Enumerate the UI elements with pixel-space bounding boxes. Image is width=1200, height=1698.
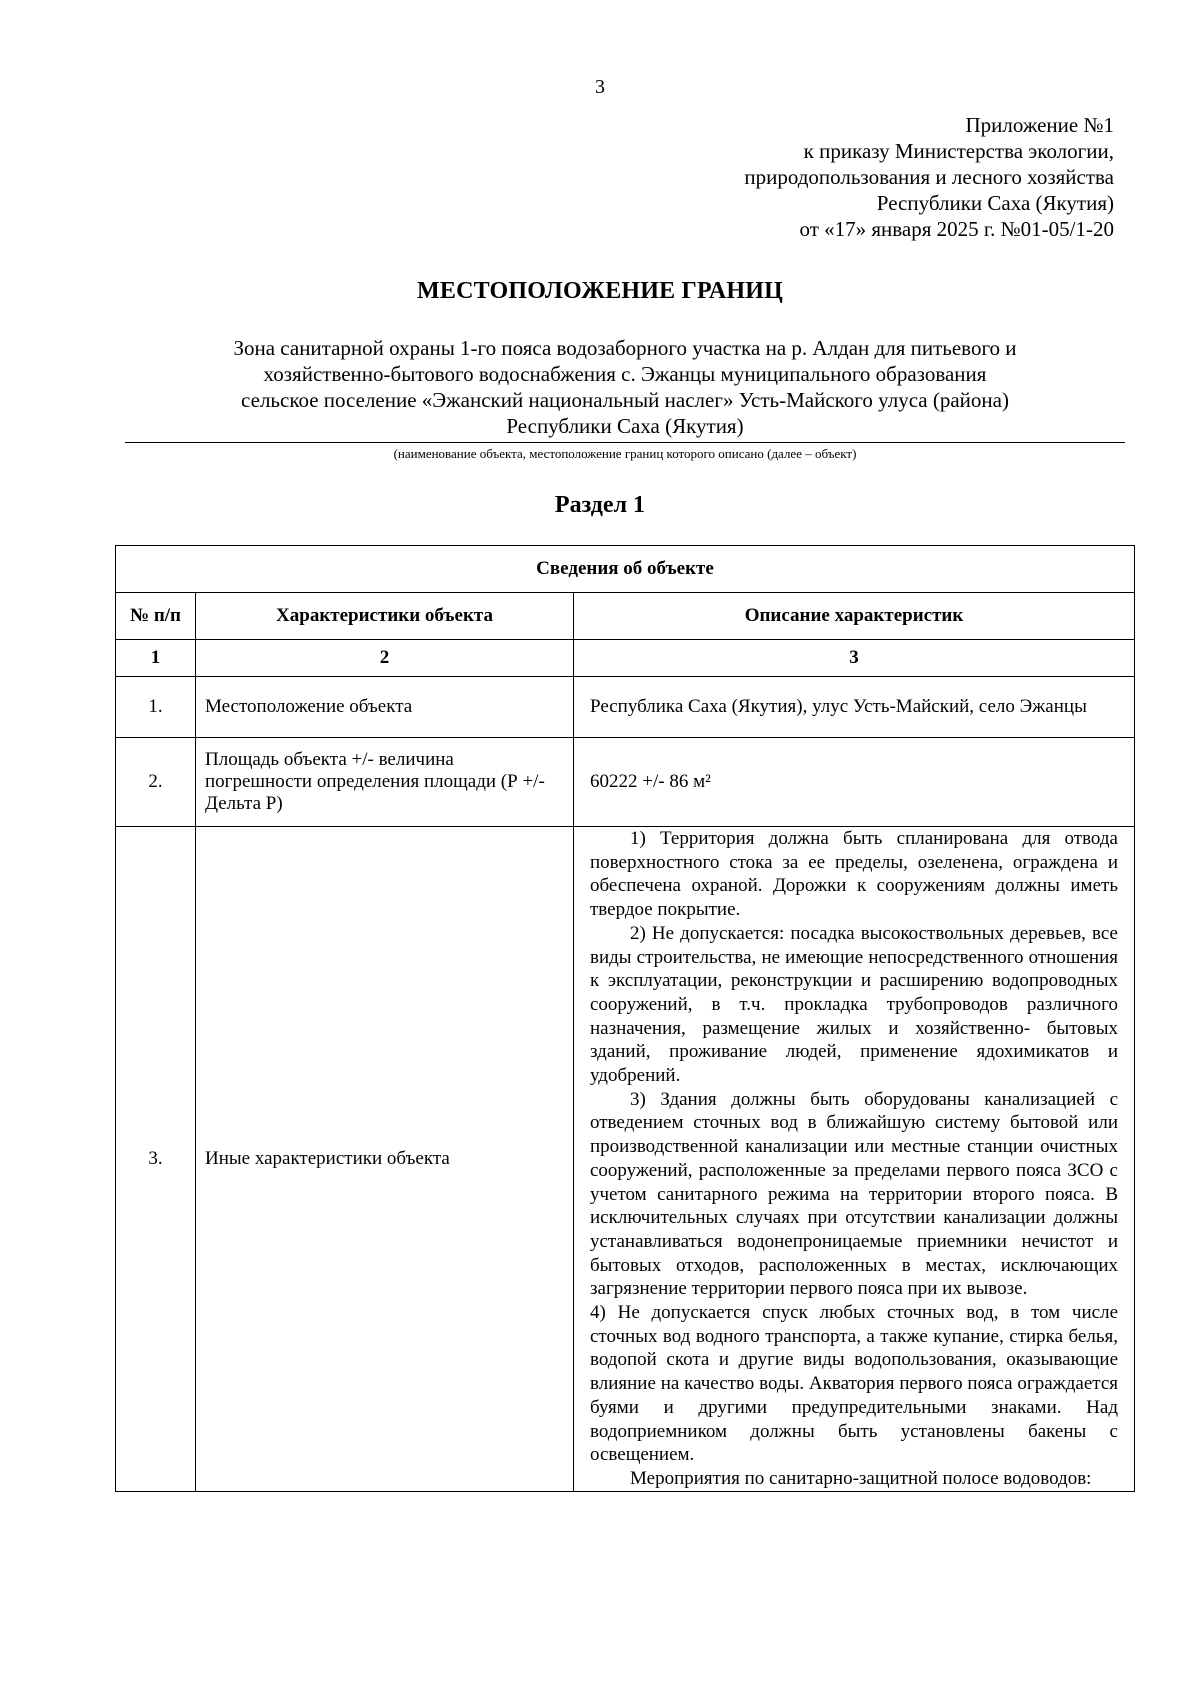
appendix-line: к приказу Министерства экологии,: [803, 139, 1114, 163]
appendix-line: Республики Саха (Якутия): [876, 191, 1114, 215]
object-info-table: [115, 545, 1135, 1492]
object-name-line: Зона санитарной охраны 1-го пояса водозаборного участка на р. Алдан для питьевого и: [233, 336, 1017, 360]
page-number: 3: [595, 76, 605, 98]
row-number: 1.: [116, 677, 196, 738]
description-paragraph: 4) Не допускается спуск любых сточных вод, в том числе сточных вод водного транспорта, а также купание, стирка белья, водопой скота и другие виды водопользования, оказывающие влияние на качество воды. Акватория первого пояса ограждается буями и другими предупредительными знаками. Над водоприемником должны быть установлены бакены с освещением.: [590, 1302, 1118, 1466]
object-name-underline: [125, 442, 1125, 443]
column-number: 1: [116, 640, 196, 677]
column-number: 2: [196, 640, 574, 677]
header-description: Описание характеристик: [574, 593, 1135, 640]
row-characteristic: Местоположение объекта: [196, 677, 574, 738]
appendix-header: [744, 112, 1114, 242]
table-header-row: [116, 593, 1135, 640]
object-name-line: сельское поселение «Эжанский национальный наслег» Усть-Майского улуса (района): [241, 388, 1009, 412]
table-row: [116, 827, 1135, 1492]
row-number: 2.: [116, 738, 196, 827]
description-paragraph: 3) Здания должны быть оборудованы канализацией с отведением сточных вод в ближайшую систему бытовой или производственной канализации или местные станции очистных сооружений, расположенные за пределами первого пояса ЗСО с учетом санитарного режима на территории второго пояса. В исключительных случаях при отсутствии канализации должны устанавливаться водонепроницаемые приемники нечистот и бытовых отходов, расположенных в местах, исключающих загрязнение территории первого пояса при их вывозе.: [590, 1088, 1118, 1300]
object-name-line: хозяйственно-бытового водоснабжения с. Эжанцы муниципального образования: [263, 362, 987, 386]
appendix-line: от «17» января 2025 г. №01-05/1-20: [799, 217, 1114, 241]
object-name-line: Республики Саха (Якутия): [506, 414, 744, 438]
description-paragraph: 1) Территория должна быть спланирована для отвода поверхностного стока за ее пределы, озеленена, ограждена и обеспечена охраной. Дорожки к сооружениям должны иметь твердое покрытие.: [590, 828, 1118, 921]
appendix-line: Приложение №1: [965, 113, 1114, 137]
header-number: № п/п: [116, 593, 196, 640]
table-row: [116, 677, 1135, 738]
object-name-caption: (наименование объекта, местоположение границ которого описано (далее – объект): [393, 446, 857, 461]
row-number: 3.: [116, 827, 196, 1492]
document-title: МЕСТОПОЛОЖЕНИЕ ГРАНИЦ: [417, 278, 783, 304]
section-title: Раздел 1: [554, 492, 646, 518]
table-caption-row: [116, 546, 1135, 593]
header-characteristic: Характеристики объекта: [196, 593, 574, 640]
description-paragraph: 2) Не допускается: посадка высокоствольных деревьев, все виды строительства, не имеющие непосредственного отношения к эксплуатации, реконструкции и расширению водопроводных сооружений, в т.ч. прокладка трубопроводов различного назначения, размещение жилых и хозяйственно- бытовых зданий, проживание людей, применение ядохимикатов и удобрений.: [590, 922, 1118, 1087]
column-number: 3: [574, 640, 1135, 677]
column-number-row: [116, 640, 1135, 677]
row-characteristic: Иные характеристики объекта: [196, 827, 574, 1492]
row-description: Республика Саха (Якутия), улус Усть-Майский, село Эжанцы: [574, 677, 1135, 738]
row-characteristic: Площадь объекта +/- величина погрешности определения площади (Р +/- Дельта Р): [196, 738, 574, 827]
table-caption: Сведения об объекте: [116, 546, 1135, 593]
row-description: 60222 +/- 86 м²: [574, 738, 1135, 827]
description-paragraphs: [590, 827, 1118, 1491]
object-name: [125, 335, 1125, 439]
table-row: [116, 738, 1135, 827]
appendix-line: природопользования и лесного хозяйства: [744, 165, 1114, 189]
row-description: [574, 827, 1135, 1492]
description-paragraph: Мероприятия по санитарно-защитной полосе водоводов:: [630, 1467, 1092, 1489]
